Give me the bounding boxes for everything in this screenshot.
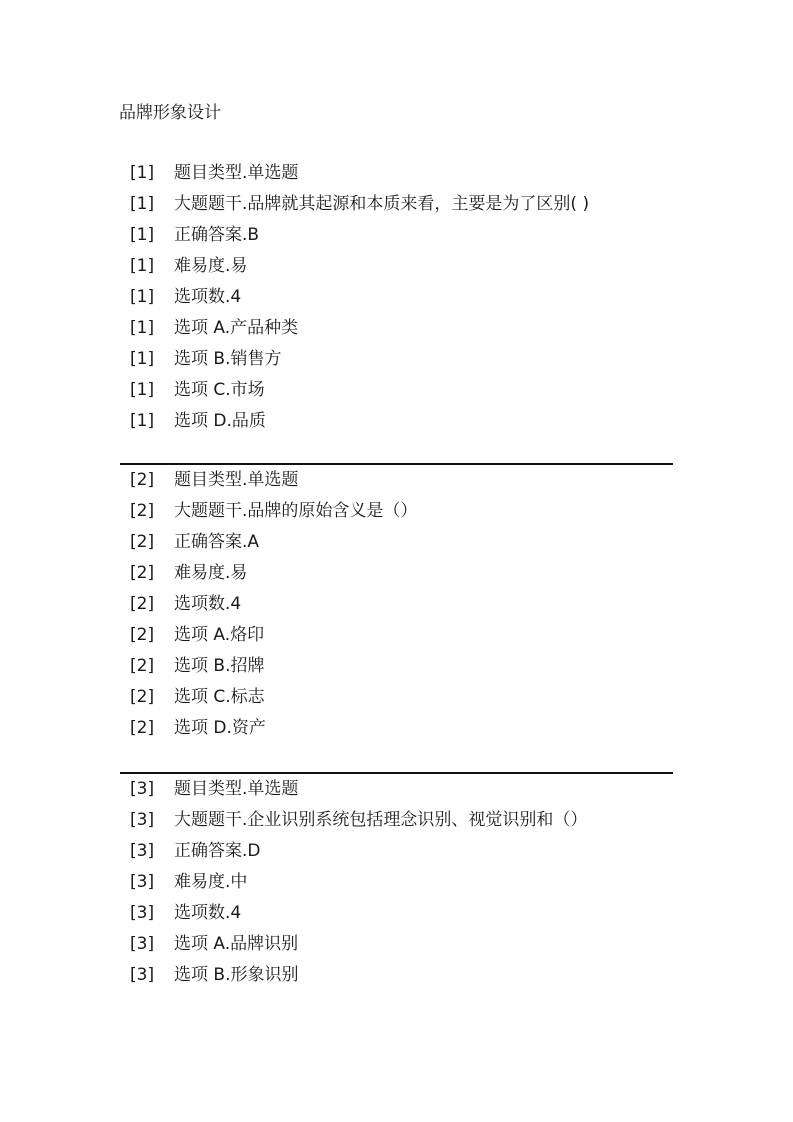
question-row xyxy=(120,282,673,313)
correct-answer: 正确答案.D xyxy=(174,841,261,861)
option-b: 选项 B.形象识别 xyxy=(174,965,299,985)
correct-answer: 正确答案.B xyxy=(174,225,260,245)
question-number: [2] xyxy=(130,594,155,614)
question-number: [3] xyxy=(130,965,155,985)
document-title: 品牌形象设计 xyxy=(119,103,221,123)
option-count: 选项数.4 xyxy=(174,903,242,923)
question-number: [1] xyxy=(130,349,155,369)
option-count: 选项数.4 xyxy=(174,287,242,307)
question-row xyxy=(120,898,673,929)
option-b: 选项 B.招牌 xyxy=(174,656,265,676)
question-number: [1] xyxy=(130,287,155,307)
question-stem: 大题题干.企业识别系统包括理念识别、视觉识别和（） xyxy=(174,810,588,830)
question-type: 题目类型.单选题 xyxy=(174,163,299,183)
option-count: 选项数.4 xyxy=(174,594,242,614)
question-row xyxy=(120,682,673,713)
question-type: 题目类型.单选题 xyxy=(174,779,299,799)
question-number: [1] xyxy=(130,194,155,214)
option-c: 选项 C.标志 xyxy=(174,687,265,707)
question-number: [2] xyxy=(130,470,155,490)
question-type: 题目类型.单选题 xyxy=(174,470,299,490)
option-d: 选项 D.品质 xyxy=(174,411,266,431)
question-row xyxy=(120,220,673,251)
question-row xyxy=(120,867,673,898)
question-row xyxy=(120,651,673,682)
question-row xyxy=(120,527,673,558)
question-row xyxy=(120,406,673,437)
question-number: [1] xyxy=(130,380,155,400)
question-stem: 大题题干.品牌的原始含义是（） xyxy=(174,501,418,521)
question-number: [2] xyxy=(130,501,155,521)
question-row xyxy=(120,589,673,620)
question-row xyxy=(120,344,673,375)
question-row xyxy=(120,774,673,805)
question-number: [1] xyxy=(130,163,155,183)
option-a: 选项 A.品牌识别 xyxy=(174,934,299,954)
question-number: [2] xyxy=(130,718,155,738)
question-number: [2] xyxy=(130,532,155,552)
option-a: 选项 A.烙印 xyxy=(174,625,265,645)
question-number: [1] xyxy=(130,411,155,431)
question-row xyxy=(120,375,673,406)
question-stem: 大题题干.品牌就其起源和本质来看，主要是为了区别( ) xyxy=(174,194,590,214)
question-row xyxy=(120,620,673,651)
question-number: [1] xyxy=(130,256,155,276)
question-row xyxy=(120,189,673,220)
difficulty: 难易度.中 xyxy=(174,872,248,892)
difficulty: 难易度.易 xyxy=(174,563,248,583)
question-row xyxy=(120,713,673,744)
question-row xyxy=(120,251,673,282)
question-number: [2] xyxy=(130,656,155,676)
question-number: [2] xyxy=(130,563,155,583)
question-number: [2] xyxy=(130,687,155,707)
question-row xyxy=(120,158,673,189)
question-row xyxy=(120,960,673,991)
question-number: [3] xyxy=(130,841,155,861)
option-c: 选项 C.市场 xyxy=(174,380,265,400)
question-row xyxy=(120,465,673,496)
question-row xyxy=(120,558,673,589)
question-number: [2] xyxy=(130,625,155,645)
question-block-1 xyxy=(120,158,673,437)
question-block-3 xyxy=(120,772,673,991)
question-row xyxy=(120,836,673,867)
correct-answer: 正确答案.A xyxy=(174,532,260,552)
question-block-2 xyxy=(120,463,673,744)
question-row xyxy=(120,313,673,344)
question-number: [3] xyxy=(130,779,155,799)
option-d: 选项 D.资产 xyxy=(174,718,266,738)
question-number: [1] xyxy=(130,225,155,245)
difficulty: 难易度.易 xyxy=(174,256,248,276)
question-number: [3] xyxy=(130,810,155,830)
option-b: 选项 B.销售方 xyxy=(174,349,282,369)
question-number: [1] xyxy=(130,318,155,338)
question-row xyxy=(120,929,673,960)
question-number: [3] xyxy=(130,872,155,892)
option-a: 选项 A.产品种类 xyxy=(174,318,299,338)
question-row xyxy=(120,805,673,836)
question-row xyxy=(120,496,673,527)
question-number: [3] xyxy=(130,934,155,954)
question-number: [3] xyxy=(130,903,155,923)
